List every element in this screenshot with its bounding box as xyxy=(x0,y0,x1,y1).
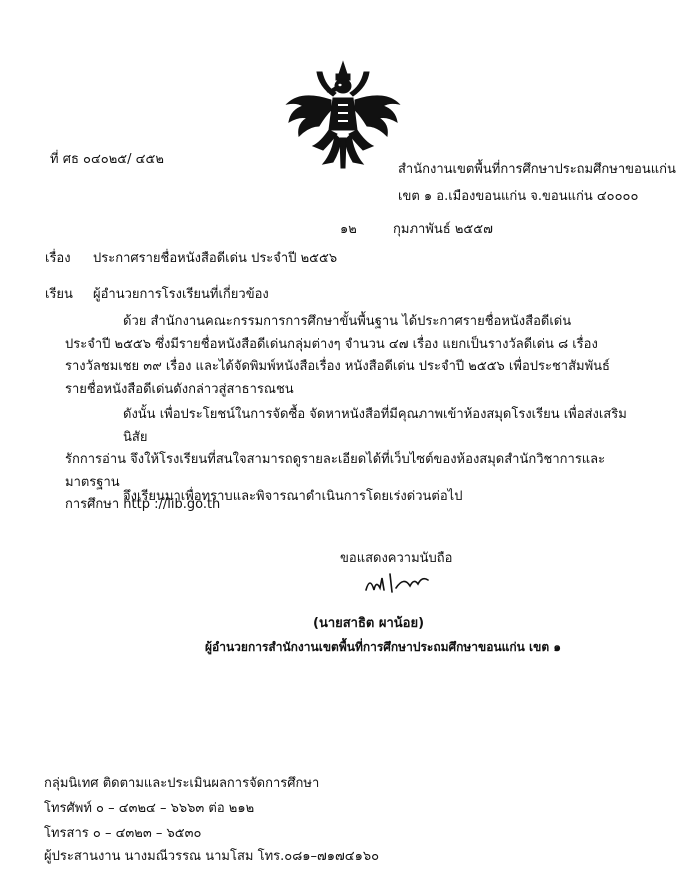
date-day: ๑๒ xyxy=(340,222,357,237)
recipient-label: เรียน xyxy=(45,287,73,302)
date-month-year: กุมภาพันธ์ ๒๕๕๗ xyxy=(393,222,493,237)
closing-salutation: ขอแสดงความนับถือ xyxy=(340,551,453,566)
paragraph-line: รายชื่อหนังสือดีเด่นดังกล่าวสู่สาธารณชน xyxy=(65,381,294,397)
recipient-text: ผู้อำนวยการโรงเรียนที่เกี่ยวข้อง xyxy=(93,287,269,302)
paragraph-line: ประจำปี ๒๕๕๖ ซึ่งมีรายชื่อหนังสือดีเด่นกลุ่มต่างๆ จำนวน ๔๗ เรื่อง แยกเป็นรางวัลดีเด่น ๘ เรื่อง xyxy=(65,336,598,352)
paragraph-line: การศึกษา http ://lib.go.th xyxy=(65,497,221,512)
footer-fax: โทรสาร ๐ – ๔๓๒๓ – ๖๕๓๐ xyxy=(44,826,202,841)
paragraph-announcement xyxy=(65,311,645,401)
paragraph-line: รางวัลชมเชย ๓๙ เรื่อง และได้จัดพิมพ์หนังสือเรื่อง หนังสือดีเด่น ประจำปี ๒๕๕๖ เพื่อประชาสัมพันธ์ xyxy=(65,359,610,374)
reference-number: ที่ ศธ ๐๔๐๒๕/ ๔๕๒ xyxy=(50,152,164,167)
handwritten-signature xyxy=(360,568,440,598)
footer-coordinator: ผู้ประสานงาน นางมณีวรรณ นามโสม โทร.๐๘๑–๗๑๗๔๑๖๐ xyxy=(44,849,380,864)
office-name: สำนักงานเขตพื้นที่การศึกษาประถมศึกษาขอนแก่น xyxy=(398,162,676,177)
paragraph-line: ด้วย สำนักงานคณะกรรมการการศึกษาขั้นพื้นฐาน ได้ประกาศรายชื่อหนังสือดีเด่น xyxy=(123,314,572,329)
signer-name: (นายสาธิต ผาน้อย) xyxy=(313,616,425,631)
paragraph-line: ดังนั้น เพื่อประโยชน์ในการจัดซื้อ จัดหาหนังสือที่มีคุณภาพเข้าห้องสมุดโรงเรียน เพื่อส่งเสริมนิสัย xyxy=(123,407,627,445)
office-address: เขต ๑ อ.เมืองขอนแก่น จ.ขอนแก่น ๔๐๐๐๐ xyxy=(398,189,639,204)
subject-label: เรื่อง xyxy=(45,251,71,266)
footer-phone: โทรศัพท์ ๐ – ๔๓๒๔ – ๖๖๖๓ ต่อ ๒๑๒ xyxy=(44,801,255,816)
paragraph-closing-request: จึงเรียนมาเพื่อทราบและพิจารณาดำเนินการโดยเร่งด่วนต่อไป xyxy=(123,489,463,504)
signer-title: ผู้อำนวยการสำนักงานเขตพื้นที่การศึกษาประถมศึกษาขอนแก่น เขต ๑ xyxy=(205,640,561,654)
subject-text: ประกาศรายชื่อหนังสือดีเด่น ประจำปี ๒๕๕๖ xyxy=(93,251,338,266)
garuda-emblem-icon xyxy=(283,60,403,172)
footer-department: กลุ่มนิเทศ ติดตามและประเมินผลการจัดการศึกษา xyxy=(44,776,320,791)
paragraph-line: รักการอ่าน จึงให้โรงเรียนที่สนใจสามารถดูรายละเอียดได้ที่เว็บไซต์ของห้องสมุดสำนักวิชาการและมาตรฐาน xyxy=(65,452,606,490)
